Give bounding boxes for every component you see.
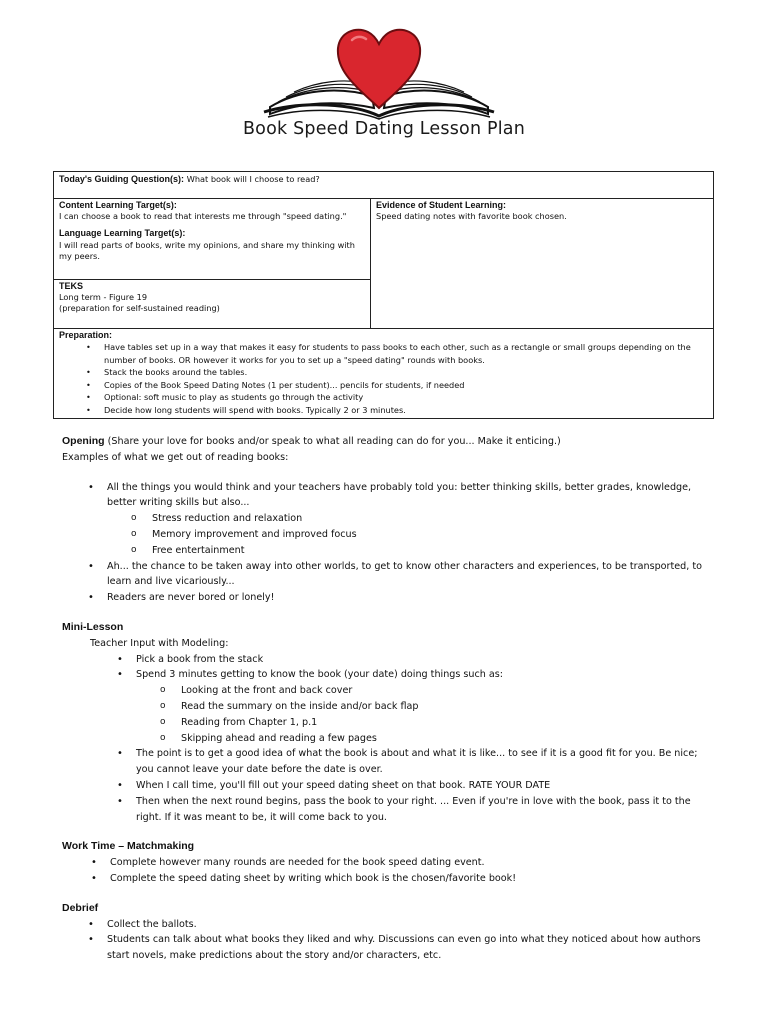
- list-item: o Skipping ahead and reading a few pages: [181, 731, 702, 747]
- list-item: • Decide how long students will spend with books. Typically 2 or 3 minutes.: [104, 404, 708, 417]
- list-item: [136, 667, 702, 746]
- teks-cell: [54, 279, 370, 317]
- evidence-label: Evidence of Student Learning:: [376, 200, 507, 210]
- content-target-text: I can choose a book to read that interests me through "speed dating.": [59, 211, 347, 222]
- opening-bullet-1: All the things you would think and your teachers have probably told you: better thinking skills, better grades, knowledge, better writing skills but also...: [107, 481, 692, 509]
- guiding-question-cell: [54, 172, 713, 188]
- list-item: • Readers are never bored or lonely!: [107, 590, 702, 606]
- mini-lesson-heading: Mini-Lesson: [62, 620, 124, 633]
- debrief-heading: Debrief: [62, 901, 99, 914]
- work-time-heading: Work Time – Matchmaking: [62, 840, 195, 853]
- work-time-list: [62, 855, 702, 887]
- language-target-text: I will read parts of books, write my opinions, and share my thinking with my peers.: [59, 239, 355, 261]
- list-item: • Stack the books around the tables.: [104, 366, 708, 379]
- list-item: o Stress reduction and relaxation: [152, 511, 702, 527]
- list-item: • Pick a book from the stack: [136, 652, 702, 668]
- mini-lesson-sublist: [136, 683, 702, 746]
- list-item: • Complete the speed dating sheet by writing which book is the chosen/favorite book!: [110, 871, 702, 887]
- list-item: • When I call time, you'll fill out your speed dating sheet on that book. RATE YOUR DATE: [136, 778, 702, 794]
- opening-heading: Opening: [62, 435, 105, 447]
- teks-line-1: Long term - Figure 19: [59, 292, 148, 303]
- debrief-section: [62, 901, 702, 964]
- list-item: [107, 480, 702, 559]
- work-time-section: [62, 839, 702, 886]
- teks-line-2: (preparation for self-sustained reading): [59, 303, 220, 314]
- preparation-cell: [54, 328, 713, 418]
- list-item: • Ah... the chance to be taken away into other worlds, to get to know other characters and experiences, to be transported, to learn and live vicariously...: [107, 559, 702, 591]
- heart-book-logo: [258, 24, 500, 120]
- list-item: • The point is to get a good idea of what the book is about and what it is like... to see if it is a good fit for you. Be nice; you cannot leave your date before the date is over.: [136, 746, 702, 778]
- opening-examples: Examples of what we get out of reading books:: [62, 451, 289, 463]
- teks-label: TEKS: [59, 281, 84, 291]
- preparation-list: [59, 341, 708, 416]
- mini-lesson-section: [62, 620, 702, 825]
- list-item: o Memory improvement and improved focus: [152, 527, 702, 543]
- lesson-body: [62, 434, 702, 964]
- list-item: • Optional: soft music to play as students go through the activity: [104, 391, 708, 404]
- opening-sublist: [107, 511, 702, 558]
- list-item: o Reading from Chapter 1, p.1: [181, 715, 702, 731]
- opening-section: [62, 434, 702, 606]
- mini-lesson-bullet-2: Spend 3 minutes getting to know the book (your date) doing things such as:: [136, 669, 504, 681]
- lesson-table: [53, 171, 714, 419]
- list-item: • Have tables set up in a way that makes it easy for students to pass books to each other, such as a rectangle or small groups depending on the number of books. OR however it works for you to set up a "speed dating" rounds with books.: [104, 341, 708, 366]
- guiding-question-label: Today's Guiding Question(s):: [59, 174, 184, 184]
- mini-lesson-teacher-input: Teacher Input with Modeling:: [90, 637, 229, 649]
- list-item: • Students can talk about what books they liked and why. Discussions can even go into what they noticed about how authors start novels, make predictions about the story and/or characters, etc.: [107, 932, 702, 964]
- language-target-label: Language Learning Target(s):: [59, 228, 186, 239]
- learning-targets-cell: [54, 198, 370, 264]
- preparation-label: Preparation:: [59, 330, 113, 340]
- list-item: • Then when the next round begins, pass the book to your right. ... Even if you're in love with the book, pass it to the right. If it was meant to be, it will come back to you.: [136, 794, 702, 826]
- guiding-question-text: What book will I choose to read?: [186, 174, 320, 184]
- content-target-label: Content Learning Target(s):: [59, 200, 177, 210]
- list-item: o Free entertainment: [152, 543, 702, 559]
- list-item: • Copies of the Book Speed Dating Notes (1 per student)... pencils for students, if needed: [104, 379, 708, 392]
- debrief-list: [62, 917, 702, 964]
- page-title: Book Speed Dating Lesson Plan: [242, 119, 526, 139]
- opening-intro: (Share your love for books and/or speak to what all reading can do for you... Make it enticing.): [107, 436, 561, 447]
- list-item: • Complete however many rounds are needed for the book speed dating event.: [110, 855, 702, 871]
- evidence-cell: [371, 198, 713, 224]
- opening-list: [62, 480, 702, 606]
- evidence-text: Speed dating notes with favorite book chosen.: [376, 211, 567, 222]
- mini-lesson-list: [62, 652, 702, 826]
- list-item: o Read the summary on the inside and/or back flap: [181, 699, 702, 715]
- list-item: o Looking at the front and back cover: [181, 683, 702, 699]
- list-item: • Collect the ballots.: [107, 917, 702, 933]
